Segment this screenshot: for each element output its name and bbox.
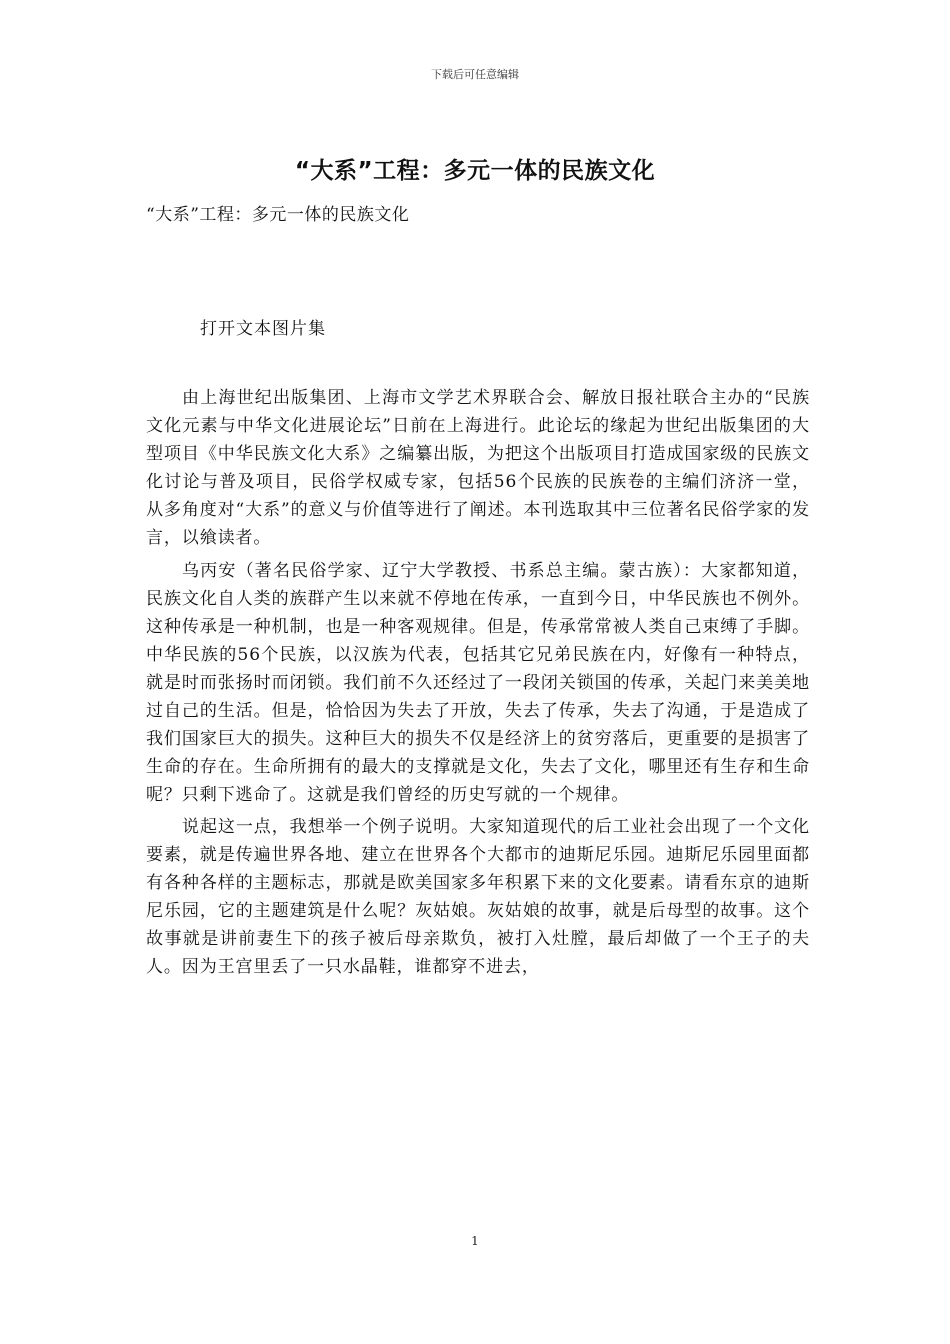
page-subtitle: “大系”工程：多元一体的民族文化 bbox=[146, 205, 410, 225]
page-number: 1 bbox=[471, 1234, 479, 1248]
paragraph: 由上海世纪出版集团、上海市文学艺术界联合会、解放日报社联合主办的“民族文化元素与中华文化进展论坛”日前在上海进行。此论坛的缘起为世纪出版集团的大型项目《中华民族文化大系》之编纂出版，为把这个出版项目打造成国家级的民族文化讨论与普及项目，民俗学权威专家，包括56个民族的民族卷的主编们济济一堂，从多角度对“大系”的意义与价值等进行了阐述。本刊选取其中三位著名民俗学家的发言，以飨读者。 bbox=[146, 388, 810, 548]
open-image-gallery-text: 打开文本图片集 bbox=[200, 319, 326, 339]
header-note: 下载后可任意编辑 bbox=[431, 68, 519, 81]
paragraph: 乌丙安（著名民俗学家、辽宁大学教授、书系总主编。蒙古族）：大家都知道，民族文化自人类的族群产生以来就不停地在传承，一直到今日，中华民族也不例外。这种传承是一种机制，也是一种客观规律。但是，传承常常被人类自己束缚了手脚。中华民族的56个民族，以汉族为代表，包括其它兄弟民族在内，好像有一种特点，就是时而张扬时而闭锁。我们前不久还经过了一段闭关锁国的传承，关起门来美美地过自己的生活。但是，恰恰因为失去了开放，失去了传承，失去了沟通，于是造成了我们国家巨大的损失。这种巨大的损失不仅是经济上的贫穷落后，更重要的是损害了生命的存在。生命所拥有的最大的支撑就是文化，失去了文化，哪里还有生存和生命呢？只剩下逃命了。这就是我们曾经的历史写就的一个规律。 bbox=[146, 560, 810, 805]
paragraph: 说起这一点，我想举一个例子说明。大家知道现代的后工业社会出现了一个文化要素，就是传遍世界各地、建立在世界各个大都市的迪斯尼乐园。迪斯尼乐园里面都有各种各样的主题标志，那就是欧美国家多年积累下来的文化要素。请看东京的迪斯尼乐园，它的主题建筑是什么呢？灰姑娘。灰姑娘的故事，就是后母型的故事。这个故事就是讲前妻生下的孩子被后母亲欺负，被打入灶膛，最后却做了一个王子的夫人。因为王宫里丢了一只水晶鞋，谁都穿不进去， bbox=[146, 817, 810, 977]
page-title: “大系”工程：多元一体的民族文化 bbox=[294, 158, 656, 184]
article-body bbox=[146, 384, 810, 986]
